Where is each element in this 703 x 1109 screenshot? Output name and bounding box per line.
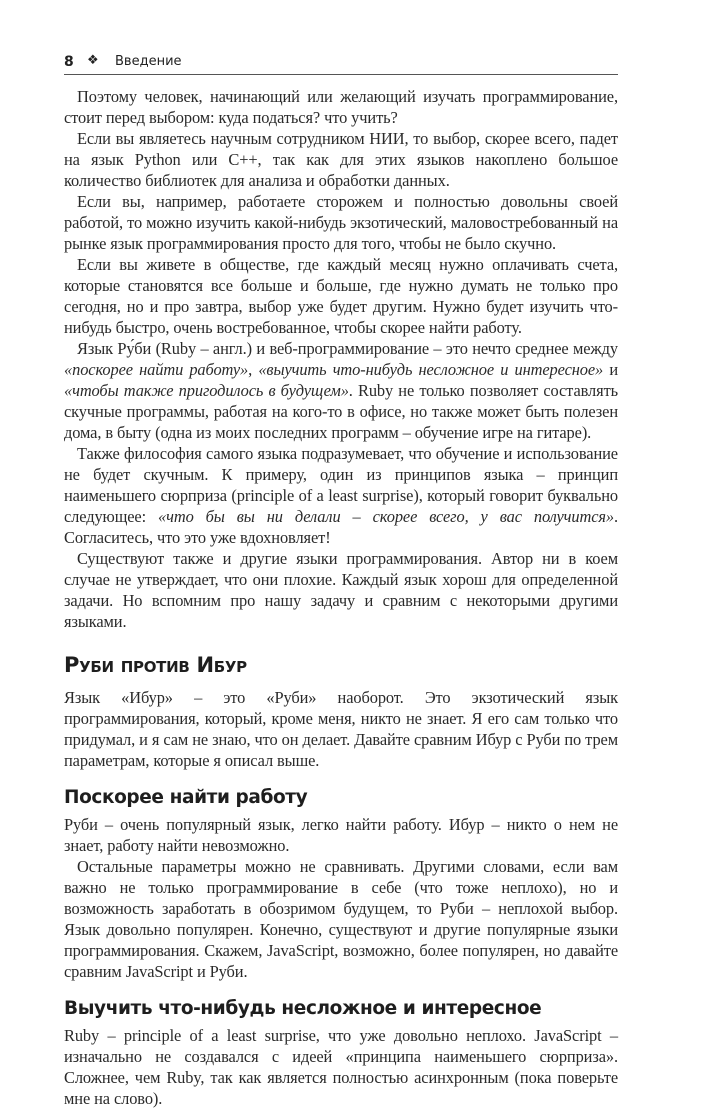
paragraph: Если вы живете в обществе, где каждый месяц нужно оплачивать счета, которые становятся все больше и больше, где нужно думать не только про сегодня, но и про завтра, выбор уже будет другим. Нужно будет изучить что-нибудь быстро, очень востребованное, чтобы скорее найти работу. (64, 255, 618, 337)
quote-learn-easy: «выучить что-нибудь несложное и интересное» (258, 360, 604, 379)
chapter-title: Введение (115, 54, 182, 69)
text-run: и (603, 360, 618, 379)
subsection-heading-find-job: Поскорее найти работу (64, 787, 308, 808)
quote-future: «чтобы также пригодилось в будущем» (64, 381, 349, 400)
page-number: 8 (64, 54, 74, 70)
quote-least-surprise: «что бы вы ни делали – скорее всего, у вас получится» (158, 507, 615, 526)
page-body (64, 86, 618, 1109)
paragraph: Существуют также и другие языки программирования. Автор ни в коем случае не утверждает, что они плохие. Каждый язык хорош для определенной задачи. Но вспомним про нашу задачу и сравним с некоторыми другими языками. (64, 549, 618, 631)
paragraph: Поэтому человек, начинающий или желающий изучать программирование, стоит перед выбором: куда податься? что учить? (64, 87, 618, 127)
section-heading: Руби против Ибур (64, 653, 247, 677)
running-header (64, 52, 618, 75)
quote-find-job: «поскорее найти работу» (64, 360, 249, 379)
text-run: . Согласитесь, что это уже вдохновляет! (64, 507, 619, 547)
subsection-heading-learn-easy: Выучить что-нибудь несложное и интересное (64, 998, 542, 1019)
paragraph: Ruby – principle of a least surprise, что уже довольно неплохо. JavaScript – изначально не создавался с идеей «принципа наименьшего сюрприза». Сложнее, чем Ruby, так как является полностью асинхронным (пока поверьте мне на слово). (64, 1026, 618, 1108)
text-run: , (248, 360, 259, 379)
ornament-icon: ❖ (87, 53, 99, 68)
text-run: . Ruby не только позволяет составлять скучные программы, работая на кого-то в офисе, но также может быть полезен дома, в быту (одна из моих последних программ – обучение игре на гитаре). (64, 381, 619, 442)
paragraph-ruby-intro (64, 338, 618, 443)
paragraph-philosophy (64, 443, 618, 548)
paragraph: Руби – очень популярный язык, легко найти работу. Ибур – никто о нем не знает, работу найти невозможно. (64, 815, 618, 855)
paragraph: Если вы, например, работаете сторожем и полностью довольны своей работой, то можно изучить какой-нибудь экзотический, маловостребованный на рынке язык программирования просто для того, чтобы не было скучно. (64, 192, 618, 253)
text-run: Также философия самого языка подразумевает, что обучение и использование не будет скучным. К примеру, один из принципов языка – принцип наименьшего сюрприза (principle of a least surprise), который говорит буквально следующее: (64, 444, 618, 526)
paragraph: Язык «Ибур» – это «Руби» наоборот. Это экзотический язык программирования, который, кроме меня, никто не знает. Я его сам только что придумал, и я сам не знаю, что он делает. Давайте сравним Ибур с Руби по трем параметрам, которые я описал выше. (64, 688, 618, 770)
paragraph: Если вы являетесь научным сотрудником НИИ, то выбор, скорее всего, падет на язык Python или C++, так как для этих языков накоплено большое количество библиотек для анализа и обработки данных. (64, 129, 618, 190)
paragraph: Остальные параметры можно не сравнивать. Другими словами, если вам важно не только программирование в себе (что тоже неплохо), но и возможность заработать в обозримом будущем, то Руби – неплохой выбор. Язык довольно популярен. Конечно, существуют и другие популярные языки программирования. Скажем, JavaScript, возможно, более популярен, но давайте сравним JavaScript и Руби. (64, 857, 618, 981)
text-run: Язык Ру́би (Ruby – англ.) и веб-программирование – это нечто среднее между (77, 339, 618, 358)
